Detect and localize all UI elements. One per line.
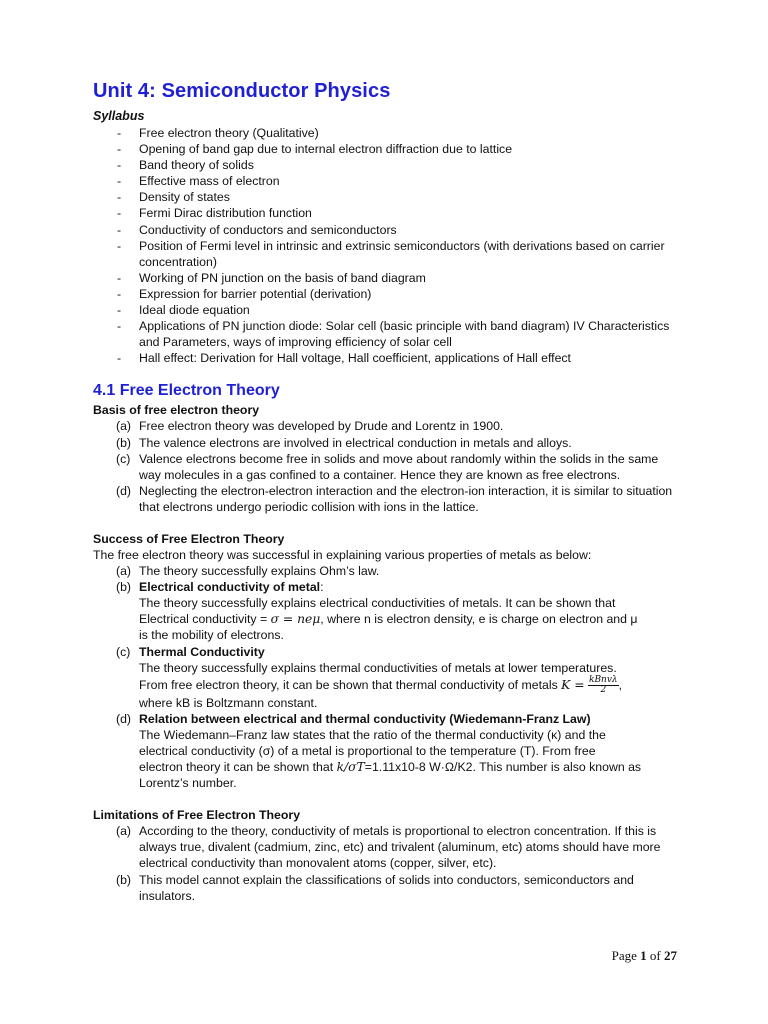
syllabus-item: - Band theory of solids [117,158,254,173]
success-list [93,563,683,791]
wf-formula: k/σT [336,760,365,775]
syllabus-item: - Effective mass of electron [117,174,280,189]
document-page [93,80,683,904]
limitations-heading: Limitations of Free Electron Theory [93,808,301,823]
syllabus-item: - Position of Fermi level in intrinsic and extrinsic semiconductors (with derivations based on carrier concentration) [117,238,665,269]
success-intro: The free electron theory was successful in explaining various properties of metals as below: [93,547,592,562]
syllabus-item: - Applications of PN junction diode: Solar cell (basic principle with band diagram) IV Characteristics and Parameters, ways of improving efficiency of solar cell [117,319,670,350]
basis-item: (d) Neglecting the electron-electron interaction and the electron-ion interaction, it is similar to situation that electrons undergo periodic collision with ions in the lattice. [116,483,673,514]
success-d-title: Relation between electrical and thermal conductivity (Wiedemann-Franz Law) [139,711,591,726]
basis-item: (a) Free electron theory was developed by Drude and Lorentz in 1900. [116,419,504,434]
page-number: 1 [640,948,647,963]
success-item-b: (b) Electrical conductivity of metal: The theory successfully explains electrical conductivities of metals. It can be shown that Electrical conductivity = σ = neμ, where n is electron density, e is charge on electron and μ is the mobility of electrons. [116,580,638,643]
syllabus-list [93,125,683,366]
thermal-formula-fraction: $\frac{\text{kBnvλ}}{2}$ [588,674,618,695]
syllabus-item: - Expression for barrier potential (derivation) [117,286,372,301]
success-item-a: (a) The theory successfully explains Ohm’s law. [116,564,380,579]
success-c-title: Thermal Conductivity [139,644,265,659]
conductivity-formula: σ = neμ [270,612,321,627]
thermal-formula-lhs: K = [561,677,585,692]
unit-title: Unit 4: Semiconductor Physics [93,80,391,102]
syllabus-item: - Free electron theory (Qualitative) [117,126,319,140]
success-heading: Success of Free Electron Theory [93,531,285,546]
syllabus-item: - Working of PN junction on the basis of band diagram [117,270,426,285]
basis-heading: Basis of free electron theory [93,403,260,418]
limitation-item: (b) This model cannot explain the classifications of solids into conductors, semiconductors and insulators. [116,872,634,903]
basis-item: (b) The valence electrons are involved in electrical conduction in metals and alloys. [116,435,572,450]
syllabus-item: - Ideal diode equation [117,303,250,318]
syllabus-item: - Hall effect: Derivation for Hall voltage, Hall coefficient, applications of Hall effect [117,351,571,366]
basis-list [93,418,683,515]
syllabus-item: - Conductivity of conductors and semiconductors [117,222,397,237]
limitation-item: (a) According to the theory, conductivity of metals is proportional to electron concentration. If this is always true, divalent (cadmium, zinc, etc) and trivalent (aluminum, etc) atoms should have more electrical conductivity than monovalent atoms (copper, silver, etc). [116,824,661,871]
basis-item: (c) Valence electrons become free in solids and move about randomly within the solids in the same way molecules in a gas confined to a container. Hence they are known as free electrons. [116,451,659,482]
success-item-d: (d) Relation between electrical and thermal conductivity (Wiedemann-Franz Law) The Wiedemann–Franz law states that the ratio of the thermal conductivity (κ) and the electrical conductivity (σ) of a metal is proportional to the temperature (T). From free electron theory it can be shown that k/σT=1.11x10-8 W·Ω/K2. This number is also known as Lorentz’s number. [116,711,642,791]
section-title: 4.1 Free Electron Theory [93,382,280,400]
page-total: 27 [664,948,677,963]
success-item-c: (c) Thermal Conductivity The theory successfully explains thermal conductivities of metals at lower temperatures. From free electron theory, it can be shown that thermal conductivity of metals K = $\frac{\text{kBnvλ}}{2}$ , where kB is Boltzmann constant. [116,644,623,710]
syllabus-item: - Opening of band gap due to internal electron diffraction due to lattice [117,142,513,157]
limitations-list [93,823,683,903]
success-b-title: Electrical conductivity of metal [139,580,321,595]
syllabus-item: - Fermi Dirac distribution function [117,206,312,221]
syllabus-heading: Syllabus [93,109,145,123]
page-footer: Page 1 of 27 [611,948,677,963]
syllabus-item: - Density of states [117,190,230,205]
